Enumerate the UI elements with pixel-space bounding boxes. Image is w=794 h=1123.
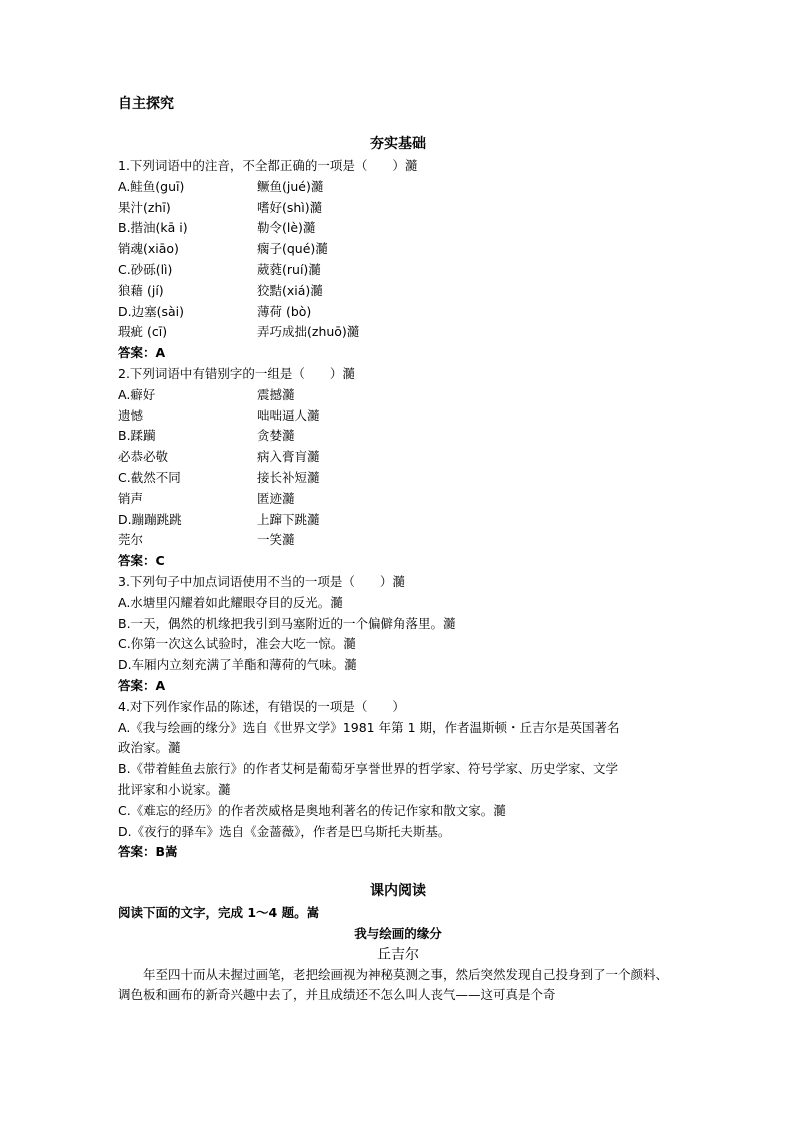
q1-right: 勒令(lè)瀡 xyxy=(257,220,316,236)
q1-right: 弄巧成拙(zhuō)瀡 xyxy=(257,324,360,340)
q4-option-c: C.《难忘的经历》的作者茨威格是奥地利著名的传记作家和散文家。瀡 xyxy=(118,802,506,818)
q3-option: A.水塘里闪耀着如此耀眼夺目的反光。瀡 xyxy=(118,594,343,610)
q2-left: A.癖好 xyxy=(118,386,156,402)
q1-right: 瘸子(qué)瀡 xyxy=(257,241,328,257)
article-title: 我与绘画的缘分 xyxy=(354,925,442,941)
q1-left: C.砂砾(lì) xyxy=(118,261,173,277)
q1-row xyxy=(118,281,678,302)
q1-left: 狼藉 (jí) xyxy=(118,282,164,298)
q1-row xyxy=(118,322,678,343)
section-title-reading: 课内阅读 xyxy=(370,883,426,900)
q2-right: 匿迹瀡 xyxy=(257,490,295,506)
q1-right: 薄荷 (bò) xyxy=(257,303,312,319)
q2-row xyxy=(118,447,678,468)
q2-row xyxy=(118,489,678,510)
q2-row xyxy=(118,530,678,551)
q2-left: 莞尔 xyxy=(118,532,144,548)
q3-option: D.车厢内立刻充满了羊酯和薄荷的气味。瀡 xyxy=(118,657,357,673)
q2-answer: 答案：C xyxy=(118,553,165,569)
q1-row xyxy=(118,218,678,239)
q2-right: 上蹿下跳瀡 xyxy=(257,511,320,527)
page-heading: 自主探究 xyxy=(118,96,174,112)
q1-left: 果汁(zhī) xyxy=(118,199,171,215)
q2-right: 震撼瀡 xyxy=(257,386,295,402)
reading-instruction: 阅读下面的文字，完成 1～4 题。嵩 xyxy=(118,905,320,921)
q1-right: 葳蕤(ruí)瀡 xyxy=(257,261,321,277)
q1-row xyxy=(118,302,678,323)
q2-left: C.截然不同 xyxy=(118,469,181,485)
q1-row xyxy=(118,198,678,219)
q1-row xyxy=(118,177,678,198)
q2-right: 接长补短瀡 xyxy=(257,469,320,485)
q1-left: A.鲑鱼(guī) xyxy=(118,178,185,194)
q2-row xyxy=(118,468,678,489)
q2-left: 遗憾 xyxy=(118,407,144,423)
q1-right: 嗜好(shì)瀡 xyxy=(257,199,323,215)
q1-left: 瑕疵 (cī) xyxy=(118,324,168,340)
q1-stem: 1.下列词语中的注音，不全都正确的一项是（ ）瀡 xyxy=(118,158,418,173)
q1-row xyxy=(118,239,678,260)
q1-answer: 答案：A xyxy=(118,345,166,361)
q2-row xyxy=(118,385,678,406)
q2-row xyxy=(118,426,678,447)
q1-right: 狡黠(xiá)瀡 xyxy=(257,282,323,298)
q2-stem: 2.下列词语中有错别字的一组是（ ）瀡 xyxy=(118,365,355,381)
article-paragraph: 年至四十而从未握过画笔，老把绘画视为神秘莫测之事，然后突然发现自己投身到了一个颜料、调色板和画布的新奇兴趣中去了，并且成绩还不怎么叫人丧气——这可真是个奇 xyxy=(118,966,669,1003)
q2-right: 贪婪瀡 xyxy=(257,428,295,444)
q4-answer: 答案：B嵩 xyxy=(118,844,178,860)
section-title-basics: 夯实基础 xyxy=(370,136,426,152)
q1-left: 销魂(xiāo) xyxy=(118,241,179,257)
q2-left: B.蹂躏 xyxy=(118,428,156,444)
q2-right: 一笑瀡 xyxy=(257,532,295,548)
document-page xyxy=(118,92,678,1006)
q2-right: 病入膏肓瀡 xyxy=(257,449,320,465)
q4-option-b-cont: 批评家和小说家。瀡 xyxy=(118,781,231,797)
q1-right: 鳜鱼(jué)瀡 xyxy=(257,178,324,194)
q4-option-a: A.《我与绘画的缘分》选自《世界文学》1981 年第 1 期，作者温斯顿・丘吉尔是英国著名 xyxy=(118,719,620,735)
article-author: 丘吉尔 xyxy=(377,946,419,963)
q2-left: 销声 xyxy=(118,490,144,506)
q3-answer: 答案：A xyxy=(118,677,166,693)
q2-right: 咄咄逼人瀡 xyxy=(257,407,320,423)
q4-option-b: B.《带着鲑鱼去旅行》的作者艾柯是葡萄牙享誉世界的哲学家、符号学家、历史学家、文学 xyxy=(118,761,619,777)
q4-option-a-cont: 政治家。瀡 xyxy=(118,740,181,756)
q2-row xyxy=(118,406,678,427)
q4-option-d: D.《夜行的驿车》选自《金蔷薇》，作者是巴乌斯托夫斯基。 xyxy=(118,823,451,839)
q3-option: B.一天，偶然的机缘把我引到马塞附近的一个偏僻角落里。瀡 xyxy=(118,615,456,631)
q2-row xyxy=(118,510,678,531)
q4-stem: 4.对下列作家作品的陈述，有错误的一项是（ ） xyxy=(118,698,405,714)
q2-left: 必恭必敬 xyxy=(118,449,169,465)
q1-left: D.边塞(sài) xyxy=(118,303,184,319)
q2-left: D.蹦蹦跳跳 xyxy=(118,511,182,527)
q3-option: C.你第一次这么试验时，准会大吃一惊。瀡 xyxy=(118,636,356,652)
q1-left: B.揩油(kā i) xyxy=(118,220,188,236)
q3-stem: 3.下列句子中加点词语使用不当的一项是（ ）瀡 xyxy=(118,573,405,589)
q1-row xyxy=(118,260,678,281)
